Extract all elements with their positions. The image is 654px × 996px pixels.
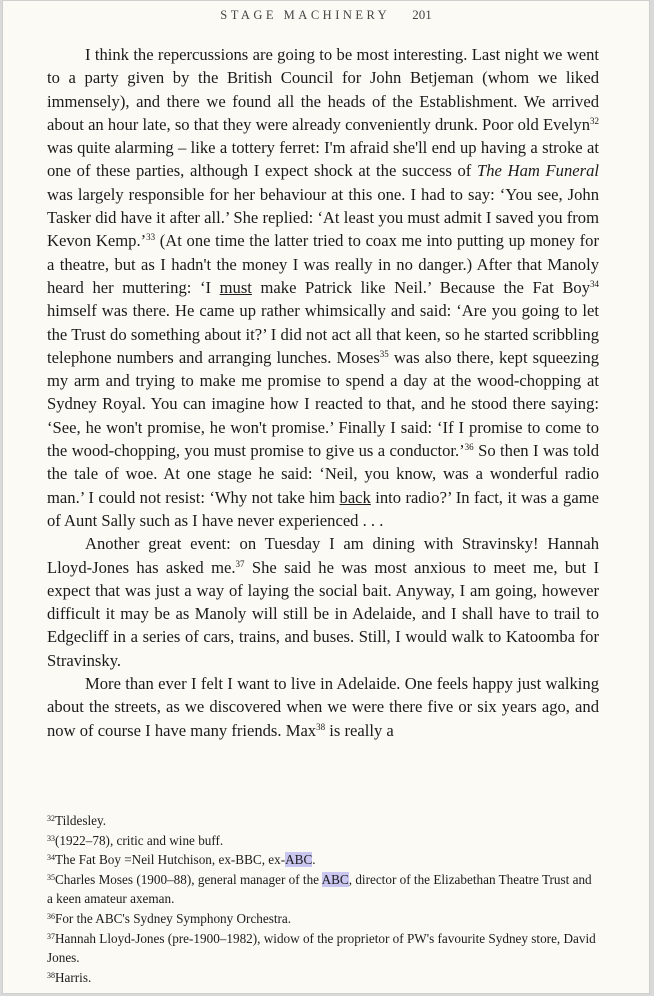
footnote-ref: 34 [590,278,599,289]
text-run: Charles Moses (1900–88), general manager of the [55,871,322,887]
text-run: I think the repercussions are going to be most interesting. Last night we went to a party given by the British Council for John Betjeman (whom we liked immensely), and there we found all the heads of the Establishment. We arrived about an hour late, so that they were already conveniently drunk. Poor old Evelyn [47,45,599,134]
text-run: She said he was most anxious to meet me, but I expect that was just a way of laying the social bait. Anyway, I am going, however difficult it may be as Manoly will still be in Adelaide, and I shall have to trail to Edgecliff in a series of cars, trains, and buses. Still, I would walk to Katoomba for Stravinsky. [47,557,600,670]
page-number: 201 [412,7,432,22]
text-run: was also there, kept squeezing my arm and trying to make me promise to spend a day at the wood-chopping at Sydney Royal. You can imagine how I reacted to that, and he stood there saying: ‘See, he won't promise, he won't promise.’ Finally I said: ‘If I promise to come to the wood-chopping, you must promise to give us a conductor.’ [47,347,599,461]
running-title: STAGE MACHINERY [220,8,391,22]
footnote [47,929,599,968]
footnote [47,909,599,929]
text-run: into radio?’ In fact, it was a game of Aunt Sally such as I have never experienced . . . [47,487,599,530]
running-header [3,7,649,23]
footnote-ref: 34 [47,853,55,863]
footnote [47,870,599,909]
footnote [47,831,599,851]
text-run: was quite alarming – like a tottery ferret: I'm afraid she'll end up having a stroke at one of these parties, although I expect shock at the success of [47,138,599,181]
search-highlight: ABC [321,871,349,887]
text-run: Hannah Lloyd-Jones (pre-1900–1982), widow of the proprietor of PW's favourite Sydney store, David Jones. [47,930,596,966]
main-text [47,43,599,742]
document-page [2,0,650,994]
footnote-ref: 37 [235,558,245,569]
text-run: For the ABC's Sydney Symphony Orchestra. [55,910,292,926]
text-run: So then I was told the tale of woe. At one stage he said: ‘Neil, you know, was a wonderful radio man.’ I could not resist: ‘Why not take him [47,441,599,507]
text-run: Another great event: on Tuesday I am dining with Stravinsky! Hannah Lloyd-Jones has asked me. [47,534,599,577]
paragraph [47,672,599,742]
paragraph [47,43,599,532]
footnote [47,811,599,831]
text-run: The Fat Boy =Neil Hutchison, ex-BBC, ex- [55,852,286,868]
footnote [47,968,599,988]
footnote-ref: 36 [47,911,55,921]
footnote-ref: 33 [146,232,156,243]
footnotes [47,811,599,987]
text-run: Harris. [55,969,92,985]
footnote-ref: 38 [316,721,326,732]
paragraph [47,532,599,672]
footnote-ref: 38 [47,970,55,980]
footnote-ref: 37 [47,931,55,941]
text-run: . [312,852,316,868]
footnote-ref: 35 [379,348,389,359]
text-run: (At one time the latter tried to coax me into putting up money for a theatre, but as I hadn't the money I was really in no danger.) After that Manoly heard her muttering: ‘I [47,231,599,297]
footnote-ref: 32 [47,814,55,823]
footnote-ref: 32 [590,115,599,126]
text-run: (1922–78), critic and wine buff. [55,832,224,848]
footnote [47,850,599,870]
footnote-ref: 35 [47,872,55,882]
text-run: Tildesley. [55,813,107,828]
footnote-ref: 36 [464,442,474,453]
text-run: is really a [325,720,394,740]
underlined-word: must [219,277,252,297]
text-run: himself was there. He came up rather whimsically and said: ‘Are you going to let the Trust do something about it?’ I did not act all that keen, so he started scribbling telephone numbers and arranging lunches. Moses [47,301,599,367]
text-run: , director of the Elizabethan Theatre Trust and a keen amateur axeman. [47,871,592,907]
italic-title: The Ham Funeral [477,161,599,181]
text-run: make Patrick like Neil.’ Because the Fat Boy [251,277,590,297]
text-run: was largely responsible for her behaviour at this one. I had to say: ‘You see, John Tasker did have it after all.’ She replied: ‘At least you must admit I saved you from Kevon Kemp.’ [47,184,599,251]
text-run: More than ever I felt I want to live in Adelaide. One feels happy just walking about the streets, as we discovered when we were there five or six years ago, and now of course I have many friends. Max [47,674,599,740]
footnote-ref: 33 [47,833,55,843]
underlined-word: back [339,487,371,507]
search-highlight: ABC [285,852,313,868]
